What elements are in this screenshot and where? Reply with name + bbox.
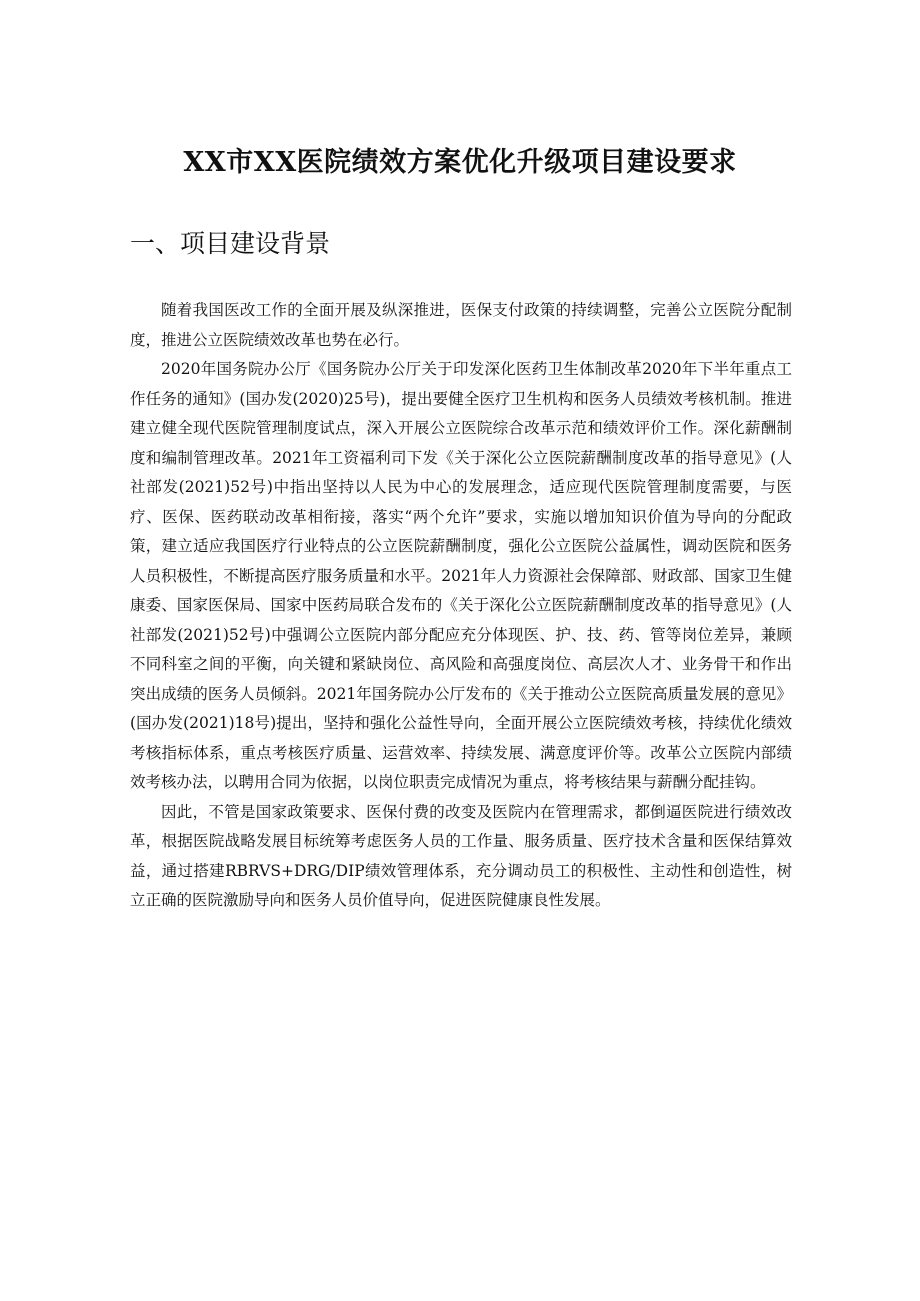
- paragraph: 因此，不管是国家政策要求、医保付费的改变及医院内在管理需求，都倒逼医院进行绩效改革，根据医院战略发展目标统筹考虑医务人员的工作量、服务质量、医疗技术含量和医保结算效益，通过搭建RBRVS+DRG/DIP绩效管理体系，充分调动员工的积极性、主动性和创造性，树立正确的医院激励导向和医务人员价值导向，促进医院健康良性发展。: [130, 802, 792, 909]
- document-title: XX市XX医院绩效方案优化升级项目建设要求: [183, 147, 737, 178]
- paragraph: 随着我国医改工作的全面开展及纵深推进，医保支付政策的持续调整，完善公立医院分配制度，推进公立医院绩效改革也势在必行。: [130, 301, 792, 349]
- body-text: [130, 296, 792, 916]
- section-heading: 一、项目建设背景: [130, 229, 331, 258]
- paragraph: 2020年国务院办公厅《国务院办公厅关于印发深化医药卫生体制改革2020年下半年重点工作任务的通知》(国办发(2020)25号)，提出要健全医疗卫生机构和医务人员绩效考核机制。推进建立健全现代医院管理制度试点，深入开展公立医院综合改革示范和绩效评价工作。深化薪酬制度和编制管理改革。2021年工资福利司下发《关于深化公立医院薪酬制度改革的指导意见》(人社部发(2021)52号)中指出坚持以人民为中心的发展理念，适应现代医院管理制度需要，与医疗、医保、医药联动改革相衔接，落实“两个允许”要求，实施以增加知识价值为导向的分配政策，建立适应我国医疗行业特点的公立医院薪酬制度，强化公立医院公益属性，调动医院和医务人员积极性，不断提高医疗服务质量和水平。2021年人力资源社会保障部、财政部、国家卫生健康委、国家医保局、国家中医药局联合发布的《关于深化公立医院薪酬制度改革的指导意见》(人社部发(2021)52号)中强调公立医院内部分配应充分体现医、护、技、药、管等岗位差异，兼顾不同科室之间的平衡，向关键和紧缺岗位、高风险和高强度岗位、高层次人才、业务骨干和作出突出成绩的医务人员倾斜。2021年国务院办公厅发布的《关于推动公立医院高质量发展的意见》(国办发(2021)18号)提出，坚持和强化公益性导向，全面开展公立医院绩效考核，持续优化绩效考核指标体系，重点考核医疗质量、运营效率、持续发展、满意度评价等。改革公立医院内部绩效考核办法，以聘用合同为依据，以岗位职责完成情况为重点，将考核结果与薪酬分配挂钩。: [130, 360, 792, 791]
